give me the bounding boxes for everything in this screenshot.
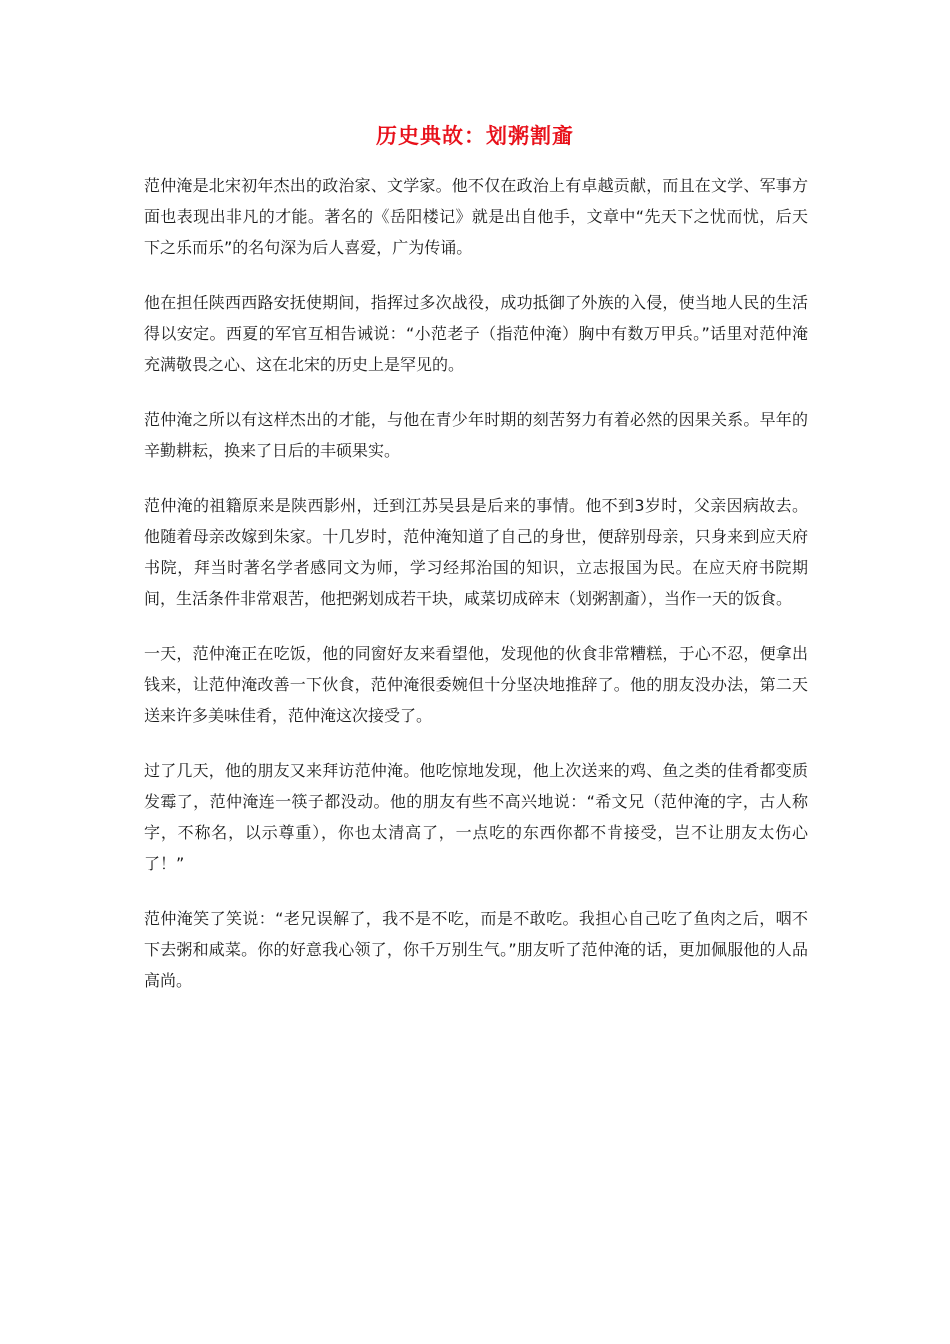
paragraph-2: 他在担任陕西西路安抚使期间，指挥过多次战役，成功抵御了外族的入侵，使当地人民的生活得以安定。西夏的军官互相告诫说：“小范老子（指范仲淹）胸中有数万甲兵。”话里对范仲淹充满敬畏之心、这在北宋的历史上是罕见的。	[144, 293, 808, 374]
document-title: 历史典故：划粥割齑	[376, 124, 574, 148]
paragraph-1: 范仲淹是北宋初年杰出的政治家、文学家。他不仅在政治上有卓越贡献，而且在文学、军事方面也表现出非凡的才能。著名的《岳阳楼记》就是出自他手，文章中“先天下之忧而忧，后天下之乐而乐”的名句深为后人喜爱，广为传诵。	[144, 176, 808, 257]
paragraph-3: 范仲淹之所以有这样杰出的才能，与他在青少年时期的刻苦努力有着必然的因果关系。早年的辛勤耕耘，换来了日后的丰硕果实。	[144, 410, 808, 460]
paragraph-5: 一天，范仲淹正在吃饭，他的同窗好友来看望他，发现他的伙食非常糟糕，于心不忍，便拿出钱来，让范仲淹改善一下伙食，范仲淹很委婉但十分坚决地推辞了。他的朋友没办法，第二天送来许多美味佳肴，范仲淹这次接受了。	[144, 644, 808, 725]
paragraph-7: 范仲淹笑了笑说：“老兄误解了，我不是不吃，而是不敢吃。我担心自己吃了鱼肉之后，咽不下去粥和咸菜。你的好意我心领了，你千万别生气。”朋友听了范仲淹的话，更加佩服他的人品高尚。	[144, 909, 808, 990]
paragraph-4: 范仲淹的祖籍原来是陕西影州，迁到江苏吴县是后来的事情。他不到3岁时，父亲因病故去。他随着母亲改嫁到朱家。十几岁时，范仲淹知道了自己的身世，便辞别母亲，只身来到应天府书院，拜当时著名学者感同文为师，学习经邦治国的知识，立志报国为民。在应天府书院期间，生活条件非常艰苦，他把粥划成若干块，咸菜切成碎末（划粥割齑），当作一天的饭食。	[144, 496, 808, 608]
document-body	[144, 170, 808, 1020]
paragraph-6: 过了几天，他的朋友又来拜访范仲淹。他吃惊地发现，他上次送来的鸡、鱼之类的佳肴都变质发霉了，范仲淹连一筷子都没动。他的朋友有些不高兴地说：“希文兄（范仲淹的字，古人称字，不称名，以示尊重），你也太清高了，一点吃的东西你都不肯接受，岂不让朋友太伤心了！”	[144, 761, 808, 873]
